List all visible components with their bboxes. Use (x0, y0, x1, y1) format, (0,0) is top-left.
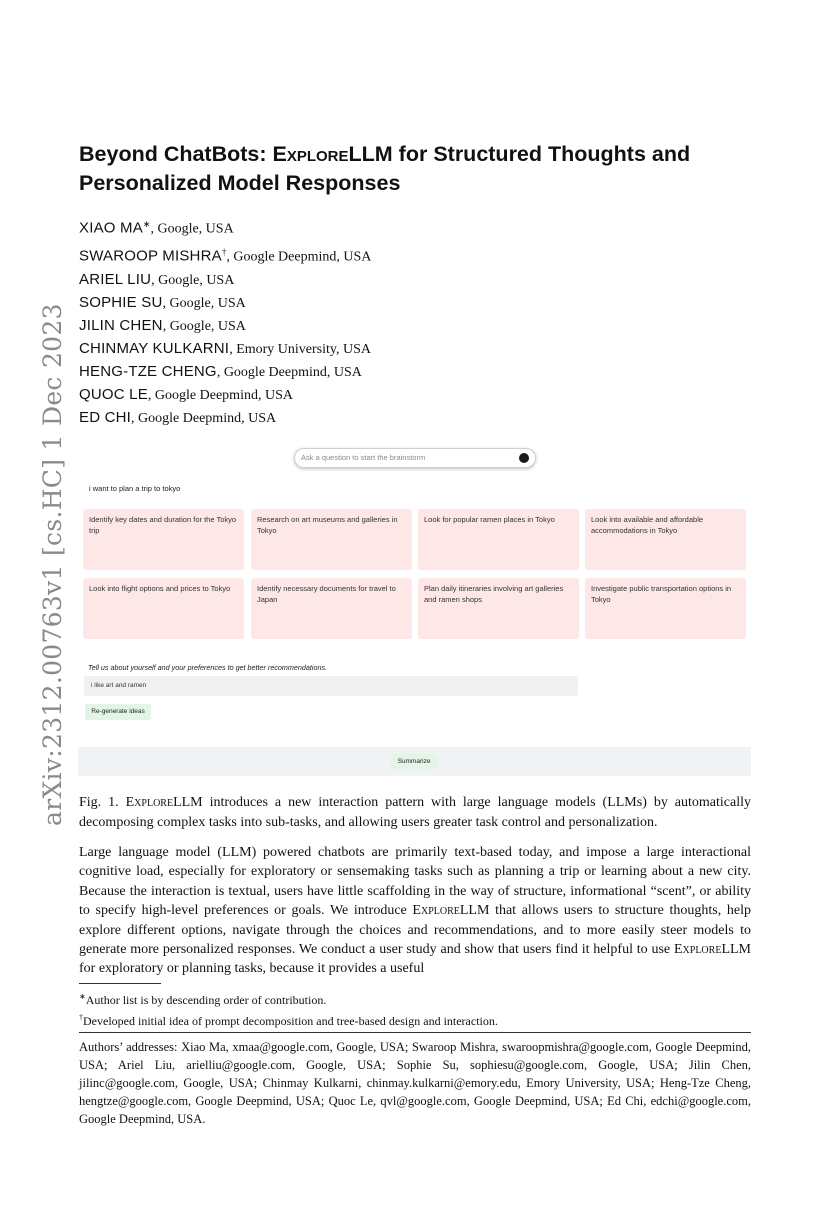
author-line (79, 292, 371, 315)
subtask-card[interactable]: Investigate public transportation options in Tokyo (585, 578, 746, 639)
caption-smallcaps: Explore (125, 795, 174, 810)
figure-caption (79, 793, 751, 832)
paper-title (79, 140, 769, 198)
preferences-value: i like art and ramen (91, 682, 147, 689)
caption-text: LLM introduces a new interaction pattern with large language models (LLMs) by automatically decomposing complex tasks into sub-tasks, and allowing users greater task control and personalization. (79, 795, 751, 830)
author-list (79, 213, 371, 430)
subtask-card[interactable]: Look into available and affordable accommodations in Tokyo (585, 509, 746, 570)
author-affiliation: , Google, USA (150, 221, 234, 237)
footnote-2 (79, 1009, 751, 1030)
footnote-1 (79, 988, 751, 1009)
author-line (79, 407, 371, 430)
footnote-rule (79, 983, 161, 984)
author-name: QUOC LE (79, 385, 148, 403)
brainstorm-search-bar[interactable] (294, 448, 536, 468)
regenerate-ideas-button[interactable]: Re-generate ideas (85, 704, 151, 720)
author-line (79, 338, 371, 361)
preferences-input[interactable] (84, 676, 578, 696)
author-affiliation: , Emory University, USA (229, 341, 371, 357)
footnote-1-text: Author list is by descending order of contribution. (85, 993, 327, 1007)
author-line (79, 213, 371, 241)
submit-dot-icon[interactable] (519, 453, 529, 463)
subtask-card[interactable]: Look for popular ramen places in Tokyo (418, 509, 579, 570)
author-name: ED CHI (79, 409, 132, 427)
author-name: ARIEL LIU (79, 270, 152, 288)
abstract-part3: LLM for exploratory or planning tasks, because it provides a useful (79, 942, 751, 977)
subtask-card[interactable]: Identify key dates and duration for the Tokyo trip (83, 509, 244, 570)
footnote-1-mark: ∗ (79, 992, 86, 1001)
address-rule (79, 1032, 751, 1033)
author-line (79, 241, 371, 269)
abstract-part2: LLM that allows users to structure thoughts, help explore different options, navigate through the choices and recommendations, and to more easily steer models to generate more personalized responses. We conduct a user study and show that users find it helpful to use (79, 903, 751, 958)
author-line (79, 315, 371, 338)
author-mark: ∗ (142, 219, 151, 229)
author-name: HENG-TZE CHENG (79, 362, 217, 380)
author-name: CHINMAY KULKARNI (79, 339, 230, 357)
footnote-2-text: Developed initial idea of prompt decomposition and tree-based design and interaction. (83, 1014, 498, 1028)
author-affiliation: , Google, USA (162, 318, 246, 334)
author-affiliation: , Google, USA (151, 272, 235, 288)
summarize-button[interactable]: Summarize (391, 754, 437, 769)
author-name: SOPHIE SU (79, 293, 163, 311)
subtask-card[interactable]: Research on art museums and galleries in Tokyo (251, 509, 412, 570)
author-line (79, 384, 371, 407)
summarize-bar (78, 747, 751, 776)
user-query: i want to plan a trip to tokyo (89, 484, 181, 493)
abstract-part1: Large language model (LLM) powered chatbots are primarily text-based today, and impose a large interactional cognitive load, especially for exploratory or sensemaking tasks such as planning a trip or learning about a new city. Because the interaction is textual, users have little scaffolding in the way of structure, informational “scent”, or ability to specify high-level preferences or goals. We introduce (79, 845, 751, 919)
author-addresses: Authors’ addresses: Xiao Ma, xmaa@google.com, Google, USA; Swaroop Mishra, swaroopmishra@google.com, Google Deepmind, USA; Ariel Liu, arielliu@google.com, Google, USA; Sophie Su, sophiesu@google.com, Google, USA; Jilin Chen, jilinc@google.com, Google, USA; Chinmay Kulkarni, chinmay.kulkarni@emory.edu, Emory University, USA; Heng-Tze Cheng, hengtze@google.com, Google Deepmind, USA; Quoc Le, qvl@google.com, Google Deepmind, USA; Ed Chi, edchi@google.com, Google Deepmind, USA. (79, 1040, 751, 1126)
author-affiliation: , Google Deepmind, USA (216, 364, 362, 380)
subtask-card[interactable]: Identify necessary documents for travel to Japan (251, 578, 412, 639)
subtask-card[interactable]: Plan daily itineraries involving art galleries and ramen shops (418, 578, 579, 639)
author-name: XIAO MA (79, 219, 143, 237)
arxiv-id: arXiv:2312.00763v1 [cs.HC] 1 Dec 2023 (38, 303, 67, 826)
author-affiliation: , Google Deepmind, USA (226, 249, 372, 265)
author-line (79, 361, 371, 384)
figure-1 (78, 440, 751, 776)
title-smallcaps: Explore (272, 142, 349, 166)
author-line (79, 269, 371, 292)
abstract (79, 843, 751, 979)
preferences-label: Tell us about yourself and your preferences to get better recommendations. (88, 663, 328, 672)
footnote-2-mark: † (79, 1013, 83, 1022)
author-name: SWAROOP MISHRA (79, 247, 222, 265)
author-name: JILIN CHEN (79, 316, 163, 334)
abstract-smallcaps1: Explore (412, 903, 460, 919)
title-part2: LLM for Structured Thoughts and Personalized Model Responses (79, 142, 691, 195)
author-affiliation: , Google Deepmind, USA (147, 387, 293, 403)
caption-lead: Fig. 1. (79, 795, 126, 810)
author-mark: † (221, 246, 227, 257)
footnotes (79, 988, 751, 1030)
author-affiliation: , Google Deepmind, USA (131, 411, 277, 427)
brainstorm-input[interactable] (301, 451, 516, 464)
title-part1: Beyond ChatBots: (79, 142, 273, 166)
author-affiliation: , Google, USA (162, 295, 246, 311)
subtask-card[interactable]: Look into flight options and prices to Tokyo (83, 578, 244, 639)
abstract-smallcaps2: Explore (673, 942, 722, 958)
